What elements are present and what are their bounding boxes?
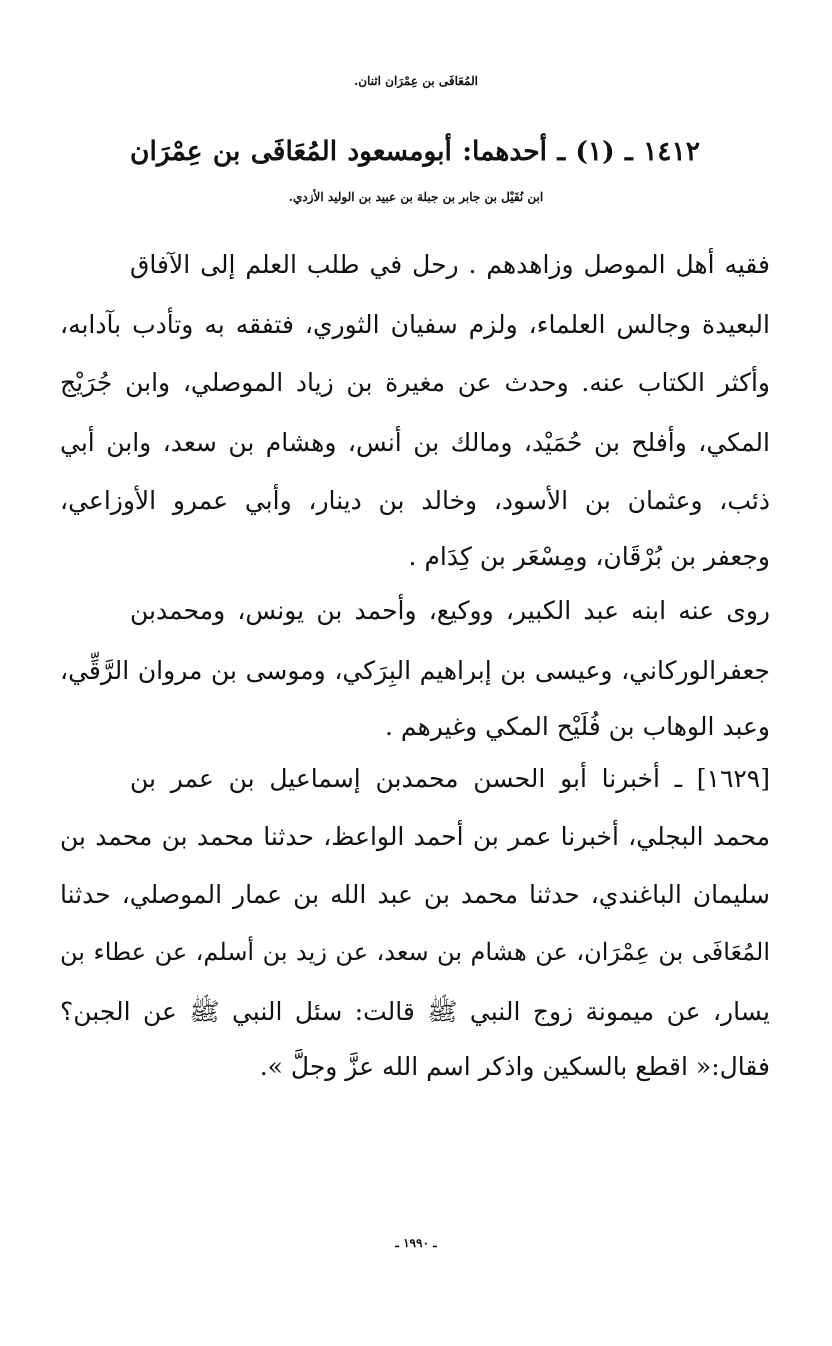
- biography-line: المكي، وأفلح بن حُمَيْد، ومالك بن أنس، وهشام بن سعد، وابن أبي: [60, 428, 770, 457]
- narration-line: فقال:« اقطع بالسكين واذكر اسم الله عزَّ وجلَّ ».: [259, 1052, 770, 1081]
- biography-line: البعيدة وجالس العلماء، ولزم سفيان الثوري، فتفقه به وتأدب بآدابه،: [60, 310, 770, 339]
- section-title: المُعَافَى بن عِمْرَان اثنان.: [354, 74, 478, 88]
- students-line: جعفرالوركاني، وعيسى بن إبراهيم البِرَكي، وموسى بن مروان الرَّقِّي،: [60, 656, 770, 685]
- students-line: روى عنه ابنه عبد الكبير، ووكيع، وأحمد بن يونس، ومحمدبن: [130, 596, 770, 625]
- biography-line: وأكثر الكتاب عنه. وحدث عن مغيرة بن زياد الموصلي، وابن جُرَيْج: [60, 368, 770, 397]
- narration-line: سليمان الباغندي، حدثنا محمد بن عبد الله بن عمار الموصلي، حدثنا: [60, 880, 770, 909]
- narration-line: المُعَافَى بن عِمْرَان، عن هشام بن سعد، عن زيد بن أسلم، عن عطاء بن: [60, 938, 770, 966]
- narration-line: [١٦٢٩] ـ أخبرنا أبو الحسن محمدبن إسماعيل بن عمر بن: [130, 764, 770, 793]
- narration-line: محمد البجلي، أخبرنا عمر بن أحمد الواعظ، حدثنا محمد بن محمد بن: [60, 822, 770, 851]
- biography-line: ذئب، وعثمان بن الأسود، وخالد بن دينار، وأبي عمرو الأوزاعي،: [60, 486, 770, 515]
- biography-line: فقيه أهل الموصل وزاهدهم . رحل في طلب العلم إلى الآفاق: [130, 250, 770, 279]
- biography-line: وجعفر بن بُرْقَان، ومِسْعَر بن كِدَام .: [408, 542, 770, 571]
- students-line: وعبد الوهاب بن فُلَيْح المكي وغيرهم .: [385, 712, 770, 741]
- entry-heading: ١٤١٢ ـ (١) ـ أحدهما: أبومسعود المُعَافَى بن عِمْرَان: [130, 136, 700, 167]
- page-number: ـ ١٩٩٠ ـ: [395, 1236, 437, 1250]
- narration-line: يسار، عن ميمونة زوج النبي ﷺ قالت: سئل النبي ﷺ عن الجبن؟: [60, 997, 770, 1026]
- entry-lineage: ابن نُفَيْل بن جابر بن جبلة بن عبيد بن الوليد الأزدي.: [288, 190, 544, 204]
